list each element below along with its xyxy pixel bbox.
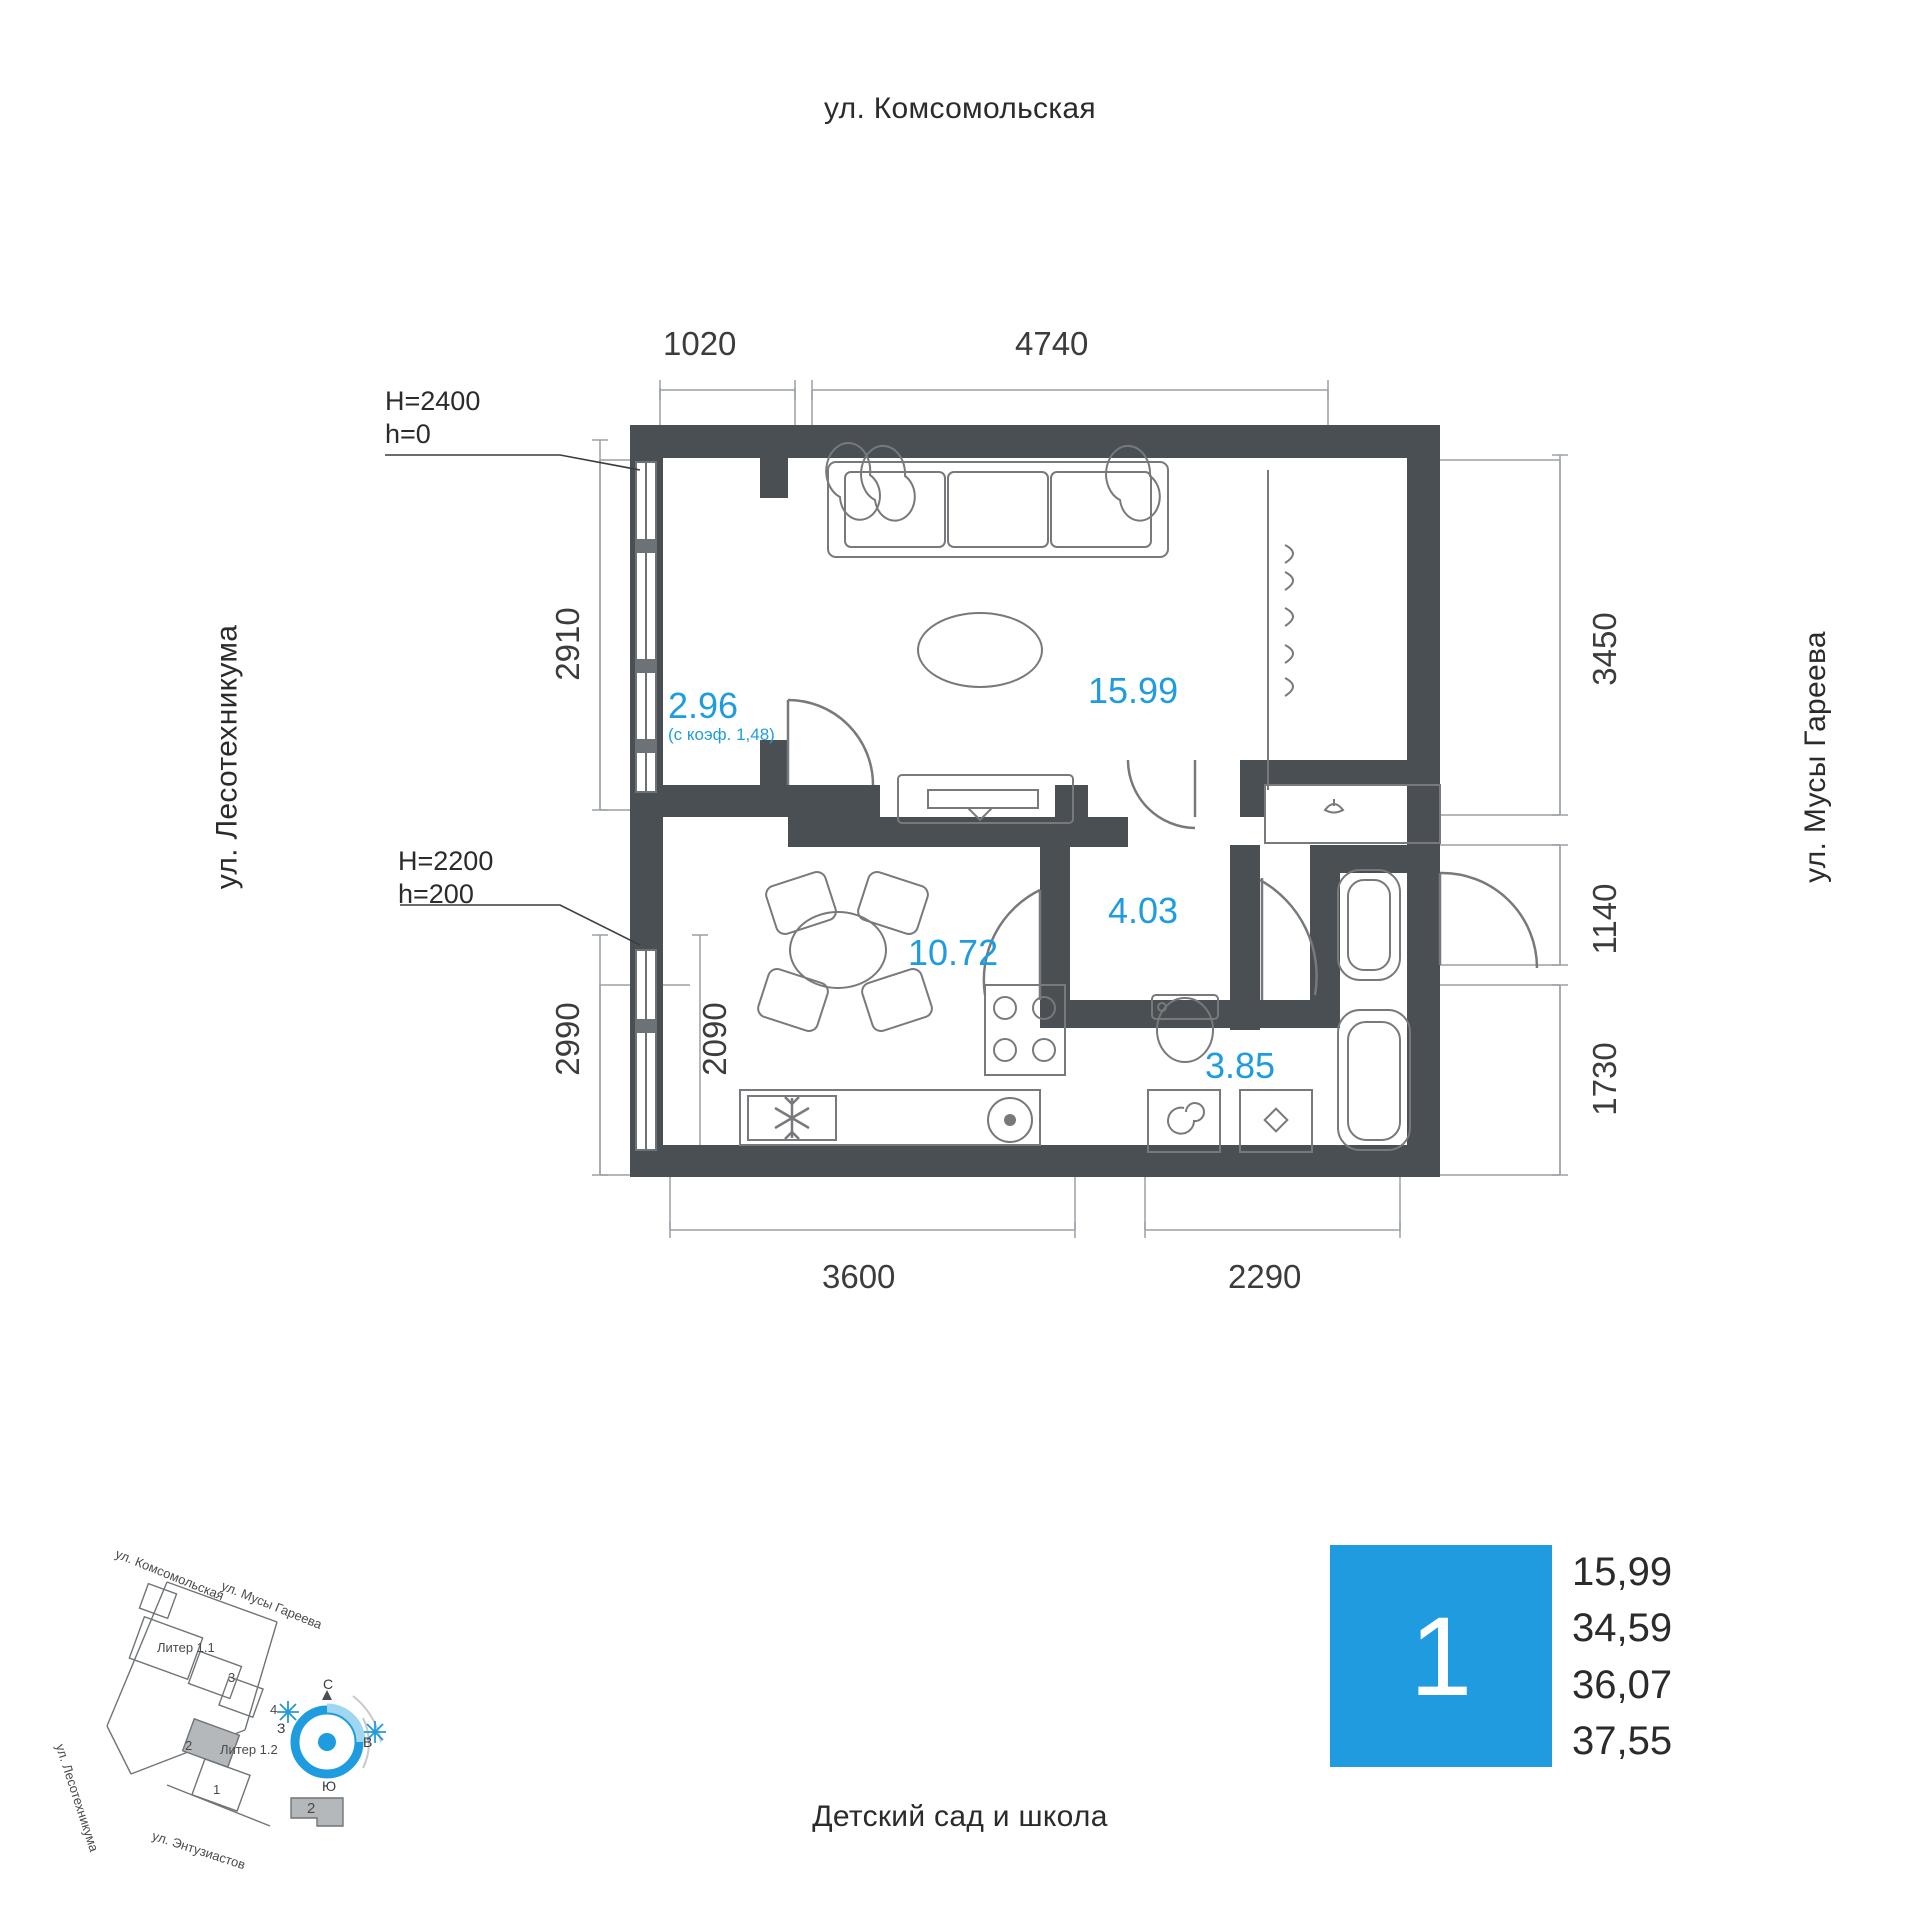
sitemap-legend-label: 2	[307, 1800, 316, 1817]
sitemap-street-gareeva: ул. Мусы Гареева	[219, 1578, 325, 1633]
sitemap-building-2: 2	[185, 1738, 193, 1753]
room-area-bathroom: 3.85	[1205, 1045, 1276, 1086]
summary-block	[1330, 1545, 1672, 1767]
room-area-balcony-value: 2.96	[668, 685, 739, 726]
height-note-lower-line2: h=200	[398, 878, 474, 909]
dimension-top-right: 4740	[1015, 325, 1089, 362]
rooms-count-badge: 1	[1330, 1545, 1552, 1767]
summary-value-living: 15,99	[1572, 1550, 1673, 1594]
height-note-upper	[385, 385, 480, 451]
summary-values	[1572, 1545, 1672, 1767]
height-note-lower	[398, 845, 493, 911]
summary-value-total-living: 34,59	[1572, 1606, 1673, 1651]
sitemap-building-liter-1-2: Литер 1.2	[220, 1742, 278, 1757]
compass-east-label: В	[363, 1734, 373, 1750]
sitemap-building-4: 4	[270, 1702, 278, 1717]
sitemap-street-lesotehnikuma: ул. Лесотехникума	[52, 1742, 102, 1854]
room-area-balcony	[668, 685, 775, 745]
dimension-left-lower: 2990	[549, 1002, 586, 1076]
dimension-right-upper: 3450	[1586, 612, 1623, 686]
street-label-right: ул. Мусы Гареева	[1798, 631, 1832, 883]
compass-west-label: З	[277, 1720, 286, 1736]
dimension-right-mid: 1140	[1586, 883, 1623, 955]
sitemap-building-liter-1-1: Литер 1.1	[157, 1640, 215, 1655]
compass-south-label: Ю	[322, 1778, 337, 1794]
dimension-top-left: 1020	[663, 325, 737, 362]
compass-north-label: С	[323, 1676, 334, 1692]
summary-value-total-with-balcony: 37,55	[1572, 1718, 1673, 1763]
dimension-bottom-left: 3600	[822, 1258, 896, 1295]
room-area-hall: 4.03	[1108, 890, 1179, 931]
dimension-left-upper: 2910	[549, 607, 586, 681]
sitemap-street-komsomolskaya: ул. Комсомольская	[113, 1546, 227, 1604]
site-map	[52, 1530, 615, 1873]
street-label-bottom: Детский сад и школа	[812, 1800, 1108, 1833]
height-note-lower-line1: H=2200	[398, 846, 494, 876]
dimension-left-inner: 2090	[696, 1002, 733, 1076]
dimension-right-lower: 1730	[1586, 1042, 1623, 1116]
compass-icon	[277, 1690, 386, 1774]
height-note-upper-line1: H=2400	[385, 386, 481, 416]
street-label-left: ул. Лесотехникума	[210, 624, 244, 890]
room-area-balcony-coef: (с коэф. 1,48)	[668, 725, 775, 744]
street-label-top: ул. Комсомольская	[824, 92, 1096, 125]
summary-value-total: 36,07	[1572, 1662, 1673, 1707]
dimension-bottom-right: 2290	[1228, 1258, 1302, 1295]
room-area-kitchen: 10.72	[908, 932, 999, 973]
height-note-upper-line2: h=0	[385, 418, 431, 449]
sitemap-building-3: 3	[228, 1670, 236, 1685]
sitemap-building-1: 1	[213, 1782, 221, 1797]
sitemap-street-entuziastov: ул. Энтузиастов	[150, 1828, 248, 1873]
room-area-living-room: 15.99	[1088, 670, 1179, 711]
